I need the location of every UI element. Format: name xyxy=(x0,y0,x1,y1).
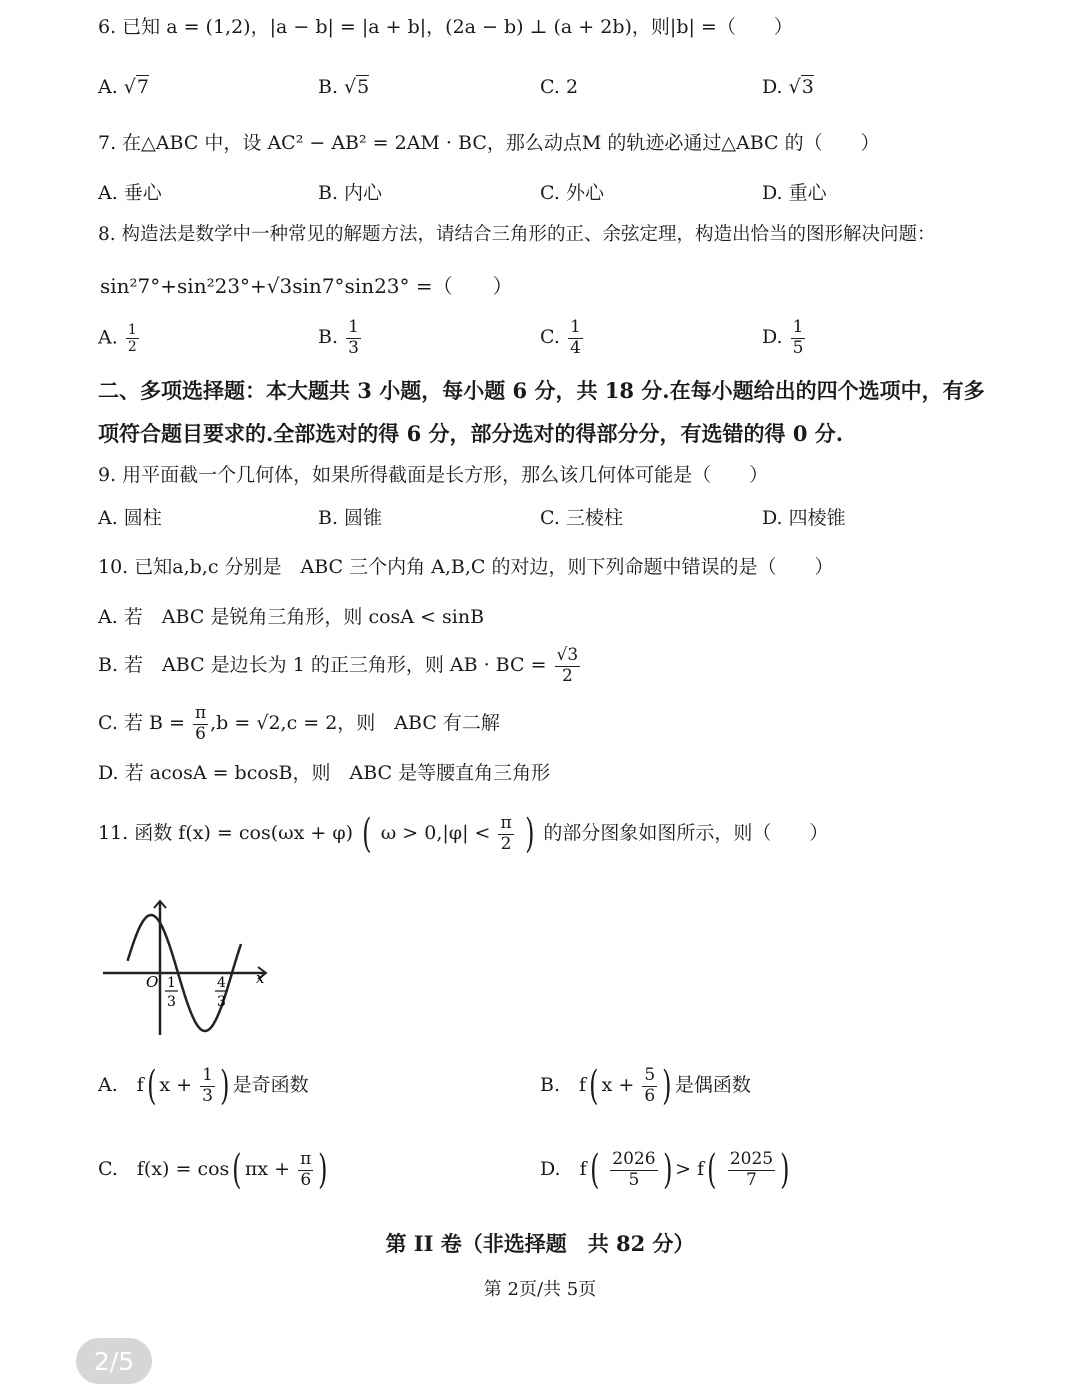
page-indicator-badge[interactable]: 2/5 xyxy=(76,1338,152,1384)
q8-option-c: C. $\frac{1}{4}$ xyxy=(540,317,581,358)
q6-option-a: A. √7 xyxy=(98,76,150,98)
q10-stem: 10. 已知a,b,c 分别是 ABC 三个内角 A,B,C 的对边，则下列命题中错误的是（ ） xyxy=(98,556,834,578)
q6-option-d: D. √3 xyxy=(762,76,814,98)
q8-option-b: B. $\frac{1}{3}$ xyxy=(318,317,359,358)
q7-option-a: A. 垂心 xyxy=(98,182,162,204)
tick2-den: 3 xyxy=(217,994,226,1010)
section2-heading-line2: 项符合题目要求的.全部选对的得 6 分，部分选对的得部分分，有选错的得 0 分. xyxy=(98,421,844,446)
q11-option-a: A. f( x + $\frac{1}{3}$ ) 是奇函数 xyxy=(98,1063,309,1110)
q9-option-b: B. 圆锥 xyxy=(318,507,383,529)
q6-stem: 6. 已知 a = (1,2)，|a − b| = |a + b|，(2a − b) ⊥ (a + 2b)，则|b| =（ ） xyxy=(98,16,793,38)
q11-option-b: B. f( x + $\frac{5}{6}$ ) 是偶函数 xyxy=(540,1063,751,1110)
section2-heading-line1: 二、多项选择题：本大题共 3 小题，每小题 6 分，共 18 分.在每小题给出的四个选项中，有多 xyxy=(98,378,985,403)
q10-option-b: B. 若 ABC 是边长为 1 的正三角形，则 AB · BC = $\frac{√3}{2}$ xyxy=(98,645,579,686)
q8-stem: 8. 构造法是数学中一种常见的解题方法，请结合三角形的正、余弦定理，构造出恰当的图形解决问题： xyxy=(98,224,936,245)
q8-option-a: A. $\frac{1}{2}$ xyxy=(98,322,137,356)
q10-option-a: A. 若 ABC 是锐角三角形，则 cosA < sinB xyxy=(98,606,485,628)
q10-option-c: C. 若 B = $\frac{\pi}{6}$ ,b = √2,c = 2，则 ABC 有二解 xyxy=(98,703,500,744)
q9-option-d: D. 四棱锥 xyxy=(762,507,846,529)
q7-option-b: B. 内心 xyxy=(318,182,383,204)
cosine-graph xyxy=(98,895,273,1040)
q10-option-d: D. 若 acosA = bcosB，则 ABC 是等腰直角三角形 xyxy=(98,762,551,784)
q11-stem: 11. 函数 f(x) = cos(ωx + φ) ( ω > 0,|φ| < $\frac{\pi}{2}$ ) 的部分图象如图所示，则（ ） xyxy=(98,811,829,858)
x-label: x xyxy=(256,969,265,987)
q6-option-b: B. √5 xyxy=(318,76,370,98)
tick2-num: 4 xyxy=(217,975,226,991)
q7-stem: 7. 在△ABC 中，设 AC² − AB² = 2AM · BC，那么动点M 的轨迹必通过△ABC 的（ ） xyxy=(98,132,880,154)
q11-option-d: D. f( $\frac{2026}{5}$ ) > f( $\frac{2025}{7}$ ) xyxy=(540,1147,790,1194)
page-number: 第 2页/共 5页 xyxy=(483,1279,597,1300)
q6-option-c: C. 2 xyxy=(540,76,579,98)
tick1-num: 1 xyxy=(167,975,176,991)
q11-option-c: C. f(x) = cos( πx + $\frac{\pi}{6}$ ) xyxy=(98,1147,328,1194)
q8-expression: sin²7°+sin²23°+√3sin7°sin23° =（ ） xyxy=(100,274,513,298)
q8-option-d: D. $\frac{1}{5}$ xyxy=(762,317,804,358)
q9-stem: 9. 用平面截一个几何体，如果所得截面是长方形，那么该几何体可能是（ ） xyxy=(98,464,769,486)
q9-option-a: A. 圆柱 xyxy=(98,507,162,529)
part2-title: 第 II 卷（非选择题 共 82 分） xyxy=(385,1231,695,1256)
origin-label: O xyxy=(146,973,159,991)
q7-option-c: C. 外心 xyxy=(540,182,604,204)
tick1-den: 3 xyxy=(167,994,176,1010)
q7-option-d: D. 重心 xyxy=(762,182,827,204)
q9-option-c: C. 三棱柱 xyxy=(540,507,623,529)
